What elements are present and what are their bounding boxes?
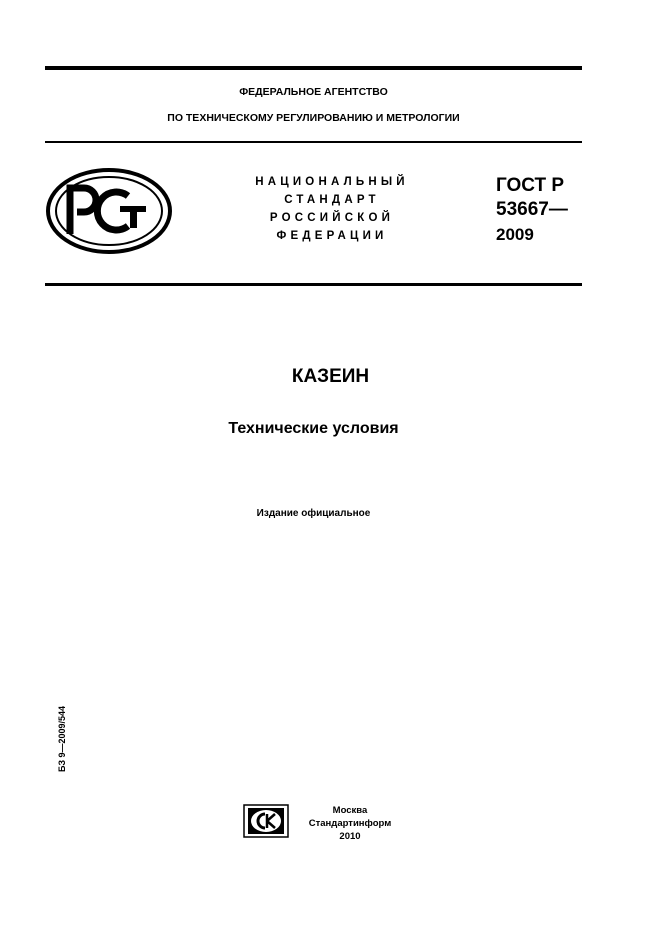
bottom-rule <box>45 283 582 286</box>
gost-title: ГОСТ Р <box>496 175 565 196</box>
top-rule <box>45 66 582 70</box>
publisher-city: Москва <box>332 805 368 816</box>
publisher-name: Стандартинформ <box>308 818 392 829</box>
rst-certification-logo-icon <box>46 168 172 254</box>
document-subtitle: Технические условия <box>228 420 399 437</box>
side-code: БЗ 9—2009/544 <box>57 705 67 772</box>
standartinform-logo-icon <box>243 804 289 838</box>
national-standard-line-2: СТАНДАРТ <box>284 194 380 206</box>
publisher-year: 2010 <box>339 831 361 842</box>
national-standard-line-3: РОССИЙСКОЙ <box>269 212 395 224</box>
gost-number: 53667— <box>496 199 568 220</box>
national-standard-line-4: ФЕДЕРАЦИИ <box>276 230 388 242</box>
agency-line-2: ПО ТЕХНИЧЕСКОМУ РЕГУЛИРОВАНИЮ И МЕТРОЛОГИИ <box>167 112 460 124</box>
document-title: КАЗЕИН <box>291 366 370 387</box>
agency-line-1: ФЕДЕРАЛЬНОЕ АГЕНТСТВО <box>239 86 388 98</box>
middle-rule <box>45 141 582 143</box>
edition-note: Издание официальное <box>256 508 371 519</box>
gost-year: 2009 <box>496 225 534 244</box>
national-standard-line-1: НАЦИОНАЛЬНЫЙ <box>255 176 409 188</box>
